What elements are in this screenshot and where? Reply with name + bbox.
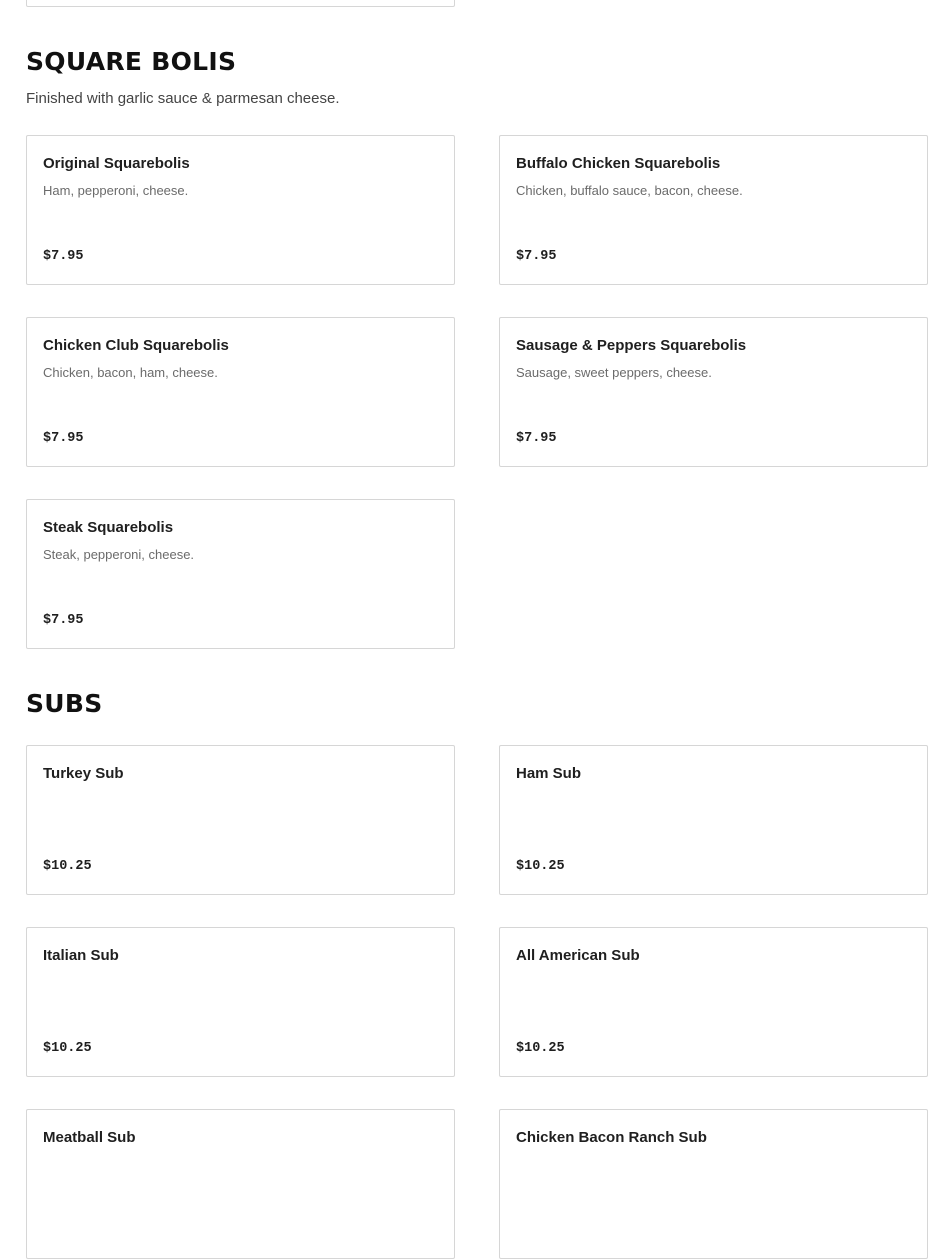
menu-item-card-steak-squarebolis[interactable]: [26, 499, 455, 649]
menu-item-card-meatball-sub[interactable]: [26, 1109, 455, 1259]
menu-item-description: Chicken, bacon, ham, cheese.: [43, 365, 218, 380]
menu-item-card-sausage-peppers-squarebolis[interactable]: [499, 317, 928, 467]
menu-item-price: $7.95: [43, 249, 84, 264]
menu-item-name: Sausage & Peppers Squarebolis: [516, 337, 747, 354]
menu-item-price: $10.25: [516, 1041, 565, 1056]
menu-item-name: Italian Sub: [43, 947, 119, 964]
menu-item-name: Ham Sub: [516, 765, 582, 782]
menu-item-name: Chicken Club Squarebolis: [43, 337, 229, 354]
menu-item-price: $7.95: [43, 613, 84, 628]
menu-item-card-ham-sub[interactable]: [499, 745, 928, 895]
menu-item-card-turkey-sub[interactable]: [26, 745, 455, 895]
menu-item-price: $10.25: [43, 1041, 92, 1056]
menu-item-card-chicken-club-squarebolis[interactable]: [26, 317, 455, 467]
menu-item-card-italian-sub[interactable]: [26, 927, 455, 1077]
menu-item-description: Sausage, sweet peppers, cheese.: [516, 365, 712, 380]
menu-item-name: Turkey Sub: [43, 765, 124, 782]
previous-menu-item-card[interactable]: [26, 0, 455, 7]
section-title-square-bolis: SQUARE BOLIS: [26, 47, 237, 76]
menu-item-card-all-american-sub[interactable]: [499, 927, 928, 1077]
menu-item-description: Chicken, buffalo sauce, bacon, cheese.: [516, 183, 743, 198]
menu-item-name: Original Squarebolis: [43, 155, 190, 172]
menu-item-card-chicken-bacon-ranch-sub[interactable]: [499, 1109, 928, 1259]
menu-item-name: Steak Squarebolis: [43, 519, 174, 536]
menu-item-description: Ham, pepperoni, cheese.: [43, 183, 189, 198]
menu-item-price: $7.95: [43, 431, 84, 446]
section-subtitle-square-bolis: Finished with garlic sauce & parmesan cheese.: [26, 90, 340, 107]
menu-item-name: Meatball Sub: [43, 1129, 136, 1146]
menu-item-price: $7.95: [516, 249, 557, 264]
menu-item-name: All American Sub: [516, 947, 640, 964]
menu-item-card-buffalo-chicken-squarebolis[interactable]: [499, 135, 928, 285]
menu-item-price: $10.25: [43, 859, 92, 874]
menu-item-description: Steak, pepperoni, cheese.: [43, 547, 195, 562]
menu-item-price: $7.95: [516, 431, 557, 446]
section-title-subs: SUBS: [26, 689, 103, 718]
menu-item-card-original-squarebolis[interactable]: [26, 135, 455, 285]
menu-item-price: $10.25: [516, 859, 565, 874]
menu-item-name: Chicken Bacon Ranch Sub: [516, 1129, 707, 1146]
menu-item-name: Buffalo Chicken Squarebolis: [516, 155, 721, 172]
